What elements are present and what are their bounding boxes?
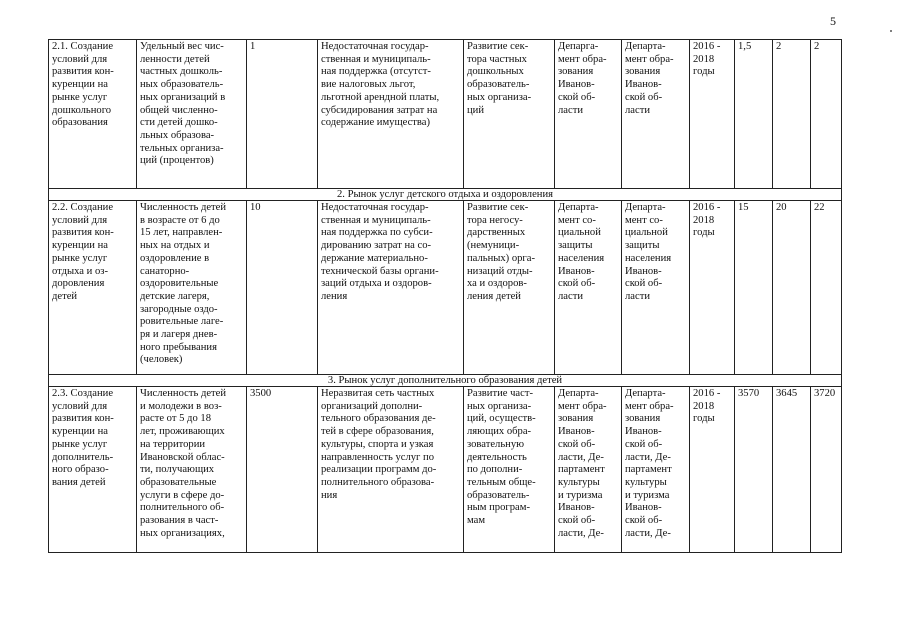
section-title: 3. Рынок услуг дополнительного образования детей: [49, 375, 842, 387]
base-value-cell: 1: [247, 40, 318, 189]
page-number: 5: [830, 14, 836, 28]
coexecutor-cell: Департа- мент со- циальной защиты населения Иванов- ской об- ласти: [622, 201, 690, 375]
indicator-cell: Удельный вес чис- ленности детей частных дошколь- ных образователь- ных организаций в общей численно- сти детей дошко- льных образова- тельных организа- ций (процентов): [137, 40, 247, 189]
coexecutor-cell: Департа- мент обра- зования Иванов- ской об- ласти, Де- партамент культуры и туризма Иванов- ской об- ласти, Де-: [622, 387, 690, 553]
value-2018-cell: 2: [811, 40, 842, 189]
value-2018-cell: 22: [811, 201, 842, 375]
value-2017-cell: 3645: [773, 387, 811, 553]
period-cell: 2016 - 2018 годы: [690, 40, 735, 189]
measure-cell: 2.1. Создание условий для развития кон- куренции на рынке услуг дошкольного образования: [49, 40, 137, 189]
section-row: [49, 189, 842, 201]
result-cell: Развитие част- ных организа- ций, осуществ- ляющих обра- зовательную деятельность по дополни- тельным обще- образователь- ным програм- мам: [464, 387, 555, 553]
result-cell: Развитие сек- тора частных дошкольных образователь- ных организа- ций: [464, 40, 555, 189]
measure-cell: 2.3. Создание условий для развития кон- куренции на рынке услуг дополнитель- ного образо- вания детей: [49, 387, 137, 553]
section-row: [49, 375, 842, 387]
responsible-cell: Депарга- мент обра- зования Иванов- ской об- ласти: [555, 40, 622, 189]
base-value-cell: 10: [247, 201, 318, 375]
value-2016-cell: 15: [735, 201, 773, 375]
indicator-cell: Численность детей в возрасте от 6 до 15 лет, направлен- ных на отдых и оздоровление в санаторно- оздоровительные детские лагеря, загородные оздо- ровительные лаге- ря и лагеря днев- ного пребывания (человек): [137, 201, 247, 375]
period-cell: 2016 - 2018 годы: [690, 201, 735, 375]
program-table: [48, 39, 842, 553]
section-title: 2. Рынок услуг детского отдыха и оздоровления: [49, 189, 842, 201]
table-row: [49, 201, 842, 375]
value-2018-cell: 3720: [811, 387, 842, 553]
scan-speck: [890, 30, 892, 32]
value-2016-cell: 3570: [735, 387, 773, 553]
table-row: [49, 40, 842, 189]
coexecutor-cell: Департа- мент обра- зования Иванов- ской об- ласти: [622, 40, 690, 189]
base-value-cell: 3500: [247, 387, 318, 553]
responsible-cell: Департа- мент обра- зования Иванов- ской об- ласти, Де- партамент культуры и туризма Иванов- ской об- ласти, Де-: [555, 387, 622, 553]
problem-cell: Неразвитая сеть частных организаций дополни- тельного образования де- тей в сфере образования, культуры, спорта и узкая направленность услуг по реализации программ до- полнительного образова- ния: [318, 387, 464, 553]
measure-cell: 2.2. Создание условий для развития кон- куренции на рынке услуг отдыха и оз- доровления детей: [49, 201, 137, 375]
responsible-cell: Департа- мент со- циальной защиты населения Иванов- ской об- ласти: [555, 201, 622, 375]
problem-cell: Недостаточная государ- ственная и муниципаль- ная поддержка (отсутст- вие налоговых льгот, льготной арендной платы, субсидирования затрат на содержание имущества): [318, 40, 464, 189]
result-cell: Развитие сек- тора негосу- дарственных (немуници- пальных) орга- низаций отды- ха и оздоров- ления детей: [464, 201, 555, 375]
problem-cell: Недостаточная государ- ственная и муниципаль- ная поддержка по субси- дированию затрат на со- держание материально- технической базы органи- заций отдыха и оздоров- ления: [318, 201, 464, 375]
period-cell: 2016 - 2018 годы: [690, 387, 735, 553]
table-row: [49, 387, 842, 553]
indicator-cell: Численность детей и молодежи в воз- расте от 5 до 18 лет, проживающих на территории Ивановской облас- ти, получающих образовательные услуги в сфере до- полнительного об- разования в част- ных организациях,: [137, 387, 247, 553]
value-2017-cell: 2: [773, 40, 811, 189]
value-2017-cell: 20: [773, 201, 811, 375]
value-2016-cell: 1,5: [735, 40, 773, 189]
